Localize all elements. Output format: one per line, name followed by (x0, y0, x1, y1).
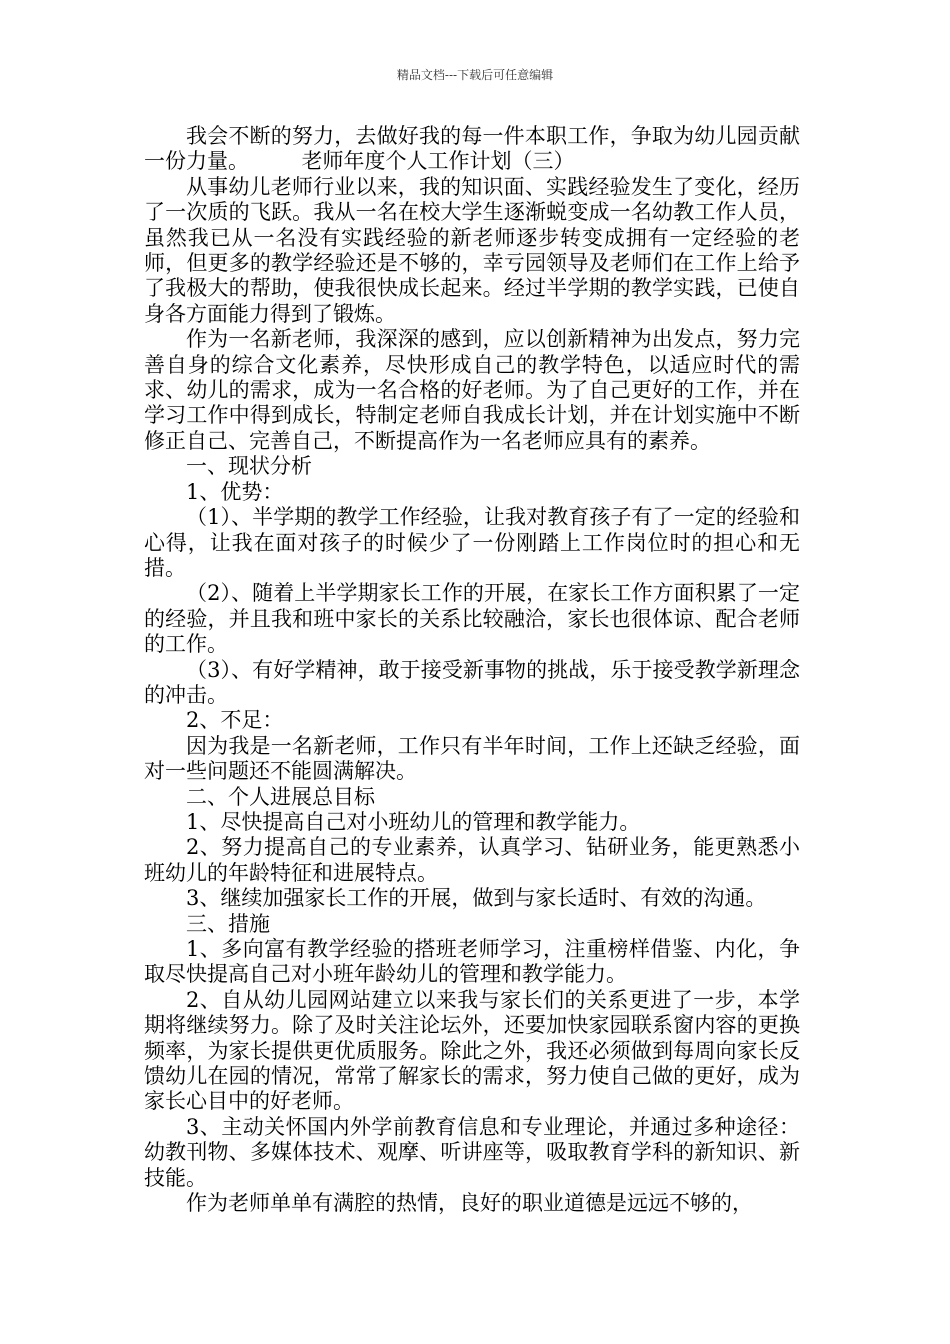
page-header: 精品文档---下载后可任意编辑 (396, 68, 554, 82)
paragraph: 从事幼儿老师行业以来，我的知识面、实践经验发生了变化，经历了一次质的飞跃。我从一名在校大学生逐渐蜕变成一名幼教工作人员，虽然我已从一名没有实践经验的新老师逐步转变成拥有一定经验的老师，但更多的教学经验还是不够的，幸亏园领导及老师们在工作上给予了我极大的帮助，使我很快成长起来。经过半学期的教学实践，已使自身各方面能力得到了锻炼。 (144, 174, 800, 326)
subsection-heading: 1、优势： (186, 479, 284, 504)
document-body (144, 124, 800, 1216)
paragraph: （1）、半学期的教学工作经验，让我对教育孩子有了一定的经验和心得，让我在面对孩子的时候少了一份刚踏上工作岗位时的担心和无措。 (144, 505, 800, 580)
list-item: 1、尽快提高自己对小班幼儿的管理和教学能力。 (186, 809, 641, 834)
list-item: 2、自从幼儿园网站建立以来我与家长们的关系更进了一步，本学期将继续努力。除了及时关注论坛外，还要加快家园联系窗内容的更换频率，为家长提供更优质服务。除此之外，我还必须做到每周向家长反馈幼儿在园的情况，常常了解家长的需求，努力使自己做的更好，成为家长心目中的好老师。 (144, 987, 800, 1114)
section-heading: 三、措施 (186, 911, 270, 936)
section-heading: 一、现状分析 (186, 454, 312, 479)
paragraph: 因为我是一名新老师，工作只有半年时间，工作上还缺乏经验，面对一些问题还不能圆满解决。 (144, 733, 800, 784)
subsection-heading: 2、不足： (186, 708, 284, 733)
list-item: 3、主动关怀国内外学前教育信息和专业理论，并通过多种途径：幼教刊物、多媒体技术、观摩、听讲座等，吸取教育学科的新知识、新技能。 (144, 1114, 800, 1190)
list-item: 1、多向富有教学经验的搭班老师学习，注重榜样借鉴、内化，争取尽快提高自己对小班年龄幼儿的管理和教学能力。 (144, 937, 800, 987)
paragraph: （3）、有好学精神，敢于接受新事物的挑战，乐于接受教学新理念的冲击。 (144, 657, 800, 707)
list-item: 3、继续加强家长工作的开展，做到与家长适时、有效的沟通。 (186, 886, 767, 911)
paragraph: 作为老师单单有满腔的热情，良好的职业道德是远远不够的， (186, 1191, 753, 1216)
paragraph: 作为一名新老师，我深深的感到，应以创新精神为出发点，努力完善自身的综合文化素养，尽快形成自己的教学特色，以适应时代的需求、幼儿的需求，成为一名合格的好老师。为了自己更好的工作，并在学习工作中得到成长，特制定老师自我成长计划，并在计划实施中不断修正自己、完善自己，不断提高作为一名老师应具有的素养。 (144, 327, 800, 453)
list-item: 2、努力提高自己的专业素养，认真学习、钻研业务，能更熟悉小班幼儿的年龄特征和进展特点。 (144, 835, 800, 885)
section-heading: 二、个人进展总目标 (186, 784, 375, 809)
paragraph: 我会不断的努力，去做好我的每一件本职工作，争取为幼儿园贡献一份力量。 老师年度个人工作计划（三） (144, 124, 800, 174)
paragraph: （2）、随着上半学期家长工作的开展，在家长工作方面积累了一定的经验，并且我和班中家长的关系比较融洽，家长也很体谅、配合老师的工作。 (144, 581, 800, 657)
